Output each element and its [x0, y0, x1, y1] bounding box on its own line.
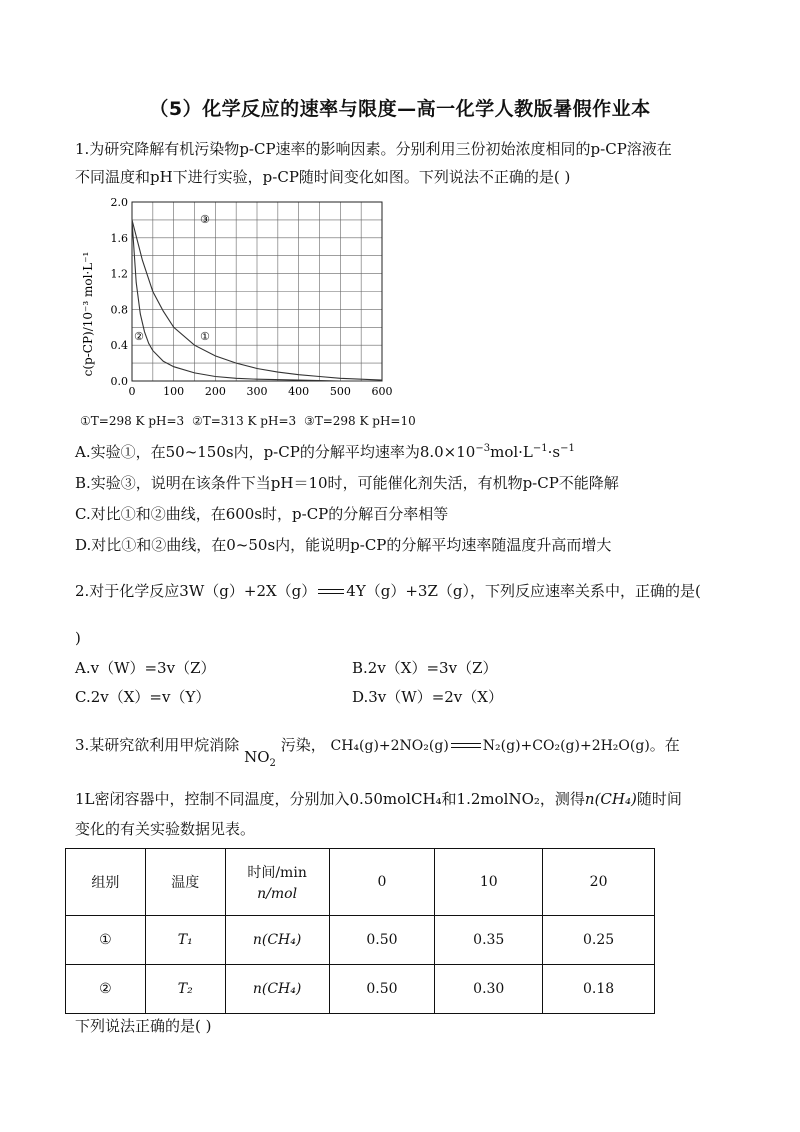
- table-cell: 0.25: [543, 916, 655, 965]
- table-cell: 0.50: [329, 965, 435, 1014]
- q1-option-d[interactable]: D.对比①和②曲线，在0~50s内，能说明p-CP的分解平均速率随温度升高而增大: [75, 536, 612, 554]
- q2-stem: 2.对于化学反应3W（g）+2X（g） 4Y（g）+3Z（g），下列反应速率关系中，正确的是(: [75, 582, 701, 600]
- y-tick-label: 2.0: [110, 196, 128, 209]
- x-tick-label: 0: [128, 385, 136, 398]
- header-t20: 20: [543, 849, 655, 916]
- table-cell: 0.50: [329, 916, 435, 965]
- x-tick-label: 500: [329, 385, 351, 398]
- table-cell: 0.18: [543, 965, 655, 1014]
- x-tick-label: 600: [371, 385, 393, 398]
- q1-option-c[interactable]: C.对比①和②曲线，在600s时，p-CP的分解百分率相等: [75, 505, 449, 523]
- equilibrium-sign-icon: [318, 589, 344, 595]
- header-t0: 0: [329, 849, 435, 916]
- legend-1: ①T=298 K pH=3: [80, 414, 185, 428]
- q3-stem-line3: 变化的有关实验数据见表。: [75, 820, 256, 838]
- equals-sign-icon: [451, 743, 481, 749]
- table-cell: T₁: [145, 916, 225, 965]
- table-cell: ①: [66, 916, 146, 965]
- y-tick-label: 0.8: [110, 303, 128, 317]
- table-cell: T₂: [145, 965, 225, 1014]
- header-group: 组别: [66, 849, 146, 916]
- q1-option-b[interactable]: B.实验③，说明在该条件下当pH＝10时，可能催化剂失活，有机物p-CP不能降解: [75, 474, 619, 492]
- x-tick-label: 400: [288, 385, 310, 398]
- q2-option-c[interactable]: C.2v（X）=v（Y）: [75, 688, 211, 706]
- q1-stem-line2: 不同温度和pH下进行实验，p-CP随时间变化如图。下列说法不正确的是( ): [75, 168, 571, 186]
- legend-2: ②T=313 K pH=3: [191, 414, 297, 428]
- q1-chart: [70, 196, 410, 411]
- chart-legend: [80, 414, 420, 428]
- legend-3: ③T=298 K pH=10: [303, 414, 416, 428]
- table-cell: n(CH₄): [225, 916, 329, 965]
- table-row: [66, 916, 655, 965]
- table-cell: n(CH₄): [225, 965, 329, 1014]
- header-t10: 10: [435, 849, 543, 916]
- q2-option-b[interactable]: B.2v（X）=3v（Z）: [352, 659, 498, 677]
- q2-option-d[interactable]: D.3v（W）=2v（X）: [352, 688, 503, 706]
- table-row: [66, 965, 655, 1014]
- x-tick-label: 300: [246, 385, 268, 398]
- x-tick-label: 200: [204, 385, 226, 398]
- curve-label-1: ①: [200, 330, 210, 343]
- q2-option-a[interactable]: A.v（W）=3v（Z）: [75, 659, 216, 677]
- q3-stem-line2: 1L密闭容器中，控制不同温度，分别加入0.50molCH₄和1.2molNO₂，测得n(CH₄)随时间: [75, 790, 682, 808]
- curve-label-3: ③: [200, 213, 210, 226]
- q1-option-a[interactable]: A.实验①，在50~150s内，p-CP的分解平均速率为$8.0\times 10^{-3}mol\cdot L^{-1}\cdot s^{-1}$: [75, 443, 575, 461]
- table-cell: 0.30: [435, 965, 543, 1014]
- curve-label-2: ②: [134, 330, 144, 343]
- x-tick-label: 100: [163, 385, 185, 398]
- q2-stem-end: ): [75, 629, 81, 647]
- header-time-amount: 时间/min n/mol: [225, 849, 329, 916]
- q1-stem-line1: 1.为研究降解有机污染物p-CP速率的影响因素。分别利用三份初始浓度相同的p-CP溶液在: [75, 140, 672, 158]
- y-tick-label: 0.4: [110, 339, 128, 353]
- y-tick-label: 1.6: [110, 231, 128, 245]
- q3-data-table: [65, 848, 655, 1014]
- table-cell: 0.35: [435, 916, 543, 965]
- q3-stem-line1: 3.某研究欲利用甲烷消除 $NO_2$ 污染， CH₄(g)+2NO₂(g) N₂(g)+CO₂(g)+2H₂O(g)。在: [75, 736, 680, 769]
- table-header-row: [66, 849, 655, 916]
- chart-ylabel: c(p-CP)/10⁻³ mol·L⁻¹: [81, 251, 95, 377]
- q3-after-table: 下列说法正确的是( ): [75, 1017, 212, 1035]
- chart-grid: [132, 202, 382, 381]
- table-cell: ②: [66, 965, 146, 1014]
- header-temp: 温度: [145, 849, 225, 916]
- page-title: （5）化学反应的速率与限度—高一化学人教版暑假作业本: [149, 98, 651, 120]
- y-tick-label: 1.2: [110, 267, 128, 281]
- y-tick-label: 0.0: [110, 375, 128, 388]
